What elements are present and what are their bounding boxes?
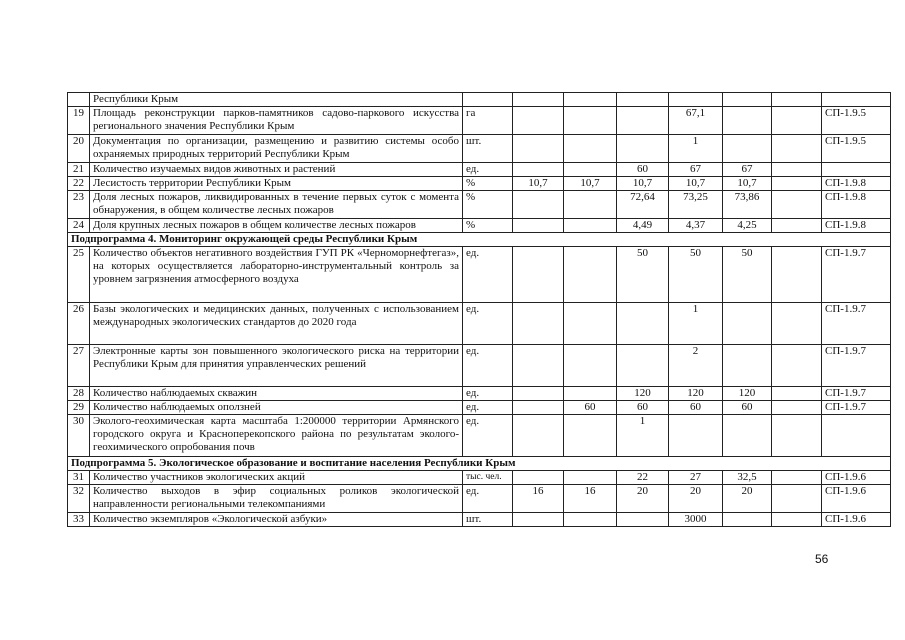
- value-cell: [617, 107, 669, 135]
- code-cell: [822, 415, 891, 457]
- code-cell: СП-1.9.7: [822, 345, 891, 387]
- value-cell: 67: [723, 163, 772, 177]
- unit-cell: %: [463, 219, 513, 233]
- value-cell: [513, 387, 564, 401]
- indicator-name: Электронные карты зон повышенного экологического риска на территории Республики Крым для принятия управленческих решений: [90, 345, 463, 387]
- table-row: [68, 247, 891, 303]
- value-cell: [723, 303, 772, 345]
- value-cell: [772, 219, 822, 233]
- unit-cell: ед.: [463, 387, 513, 401]
- value-cell: [617, 345, 669, 387]
- value-cell: 4,49: [617, 219, 669, 233]
- table-row: [68, 93, 891, 107]
- indicator-name: Доля лесных пожаров, ликвидированных в течение первых суток с момента обнаружения, в общем количестве лесных пожаров: [90, 191, 463, 219]
- code-cell: СП-1.9.7: [822, 387, 891, 401]
- section-title: Подпрограмма 4. Мониторинг окружающей среды Республики Крым: [68, 233, 891, 247]
- value-cell: 1: [669, 303, 723, 345]
- value-cell: 72,64: [617, 191, 669, 219]
- indicator-name: Количество объектов негативного воздействия ГУП РК «Черноморнефтегаз», на которых осуществляется лабораторно-инструментальный контроль за уровнем загрязнения атмосферного воздуха: [90, 247, 463, 303]
- code-cell: СП-1.9.8: [822, 219, 891, 233]
- value-cell: [772, 135, 822, 163]
- value-cell: [669, 93, 723, 107]
- value-cell: [723, 513, 772, 527]
- value-cell: 60: [617, 401, 669, 415]
- value-cell: [772, 415, 822, 457]
- value-cell: [617, 135, 669, 163]
- row-number: 27: [68, 345, 90, 387]
- indicator-name: Количество участников экологических акций: [90, 471, 463, 485]
- code-cell: СП-1.9.8: [822, 191, 891, 219]
- value-cell: [564, 219, 617, 233]
- value-cell: [564, 513, 617, 527]
- value-cell: 3000: [669, 513, 723, 527]
- value-cell: 10,7: [617, 177, 669, 191]
- row-number: 32: [68, 485, 90, 513]
- code-cell: СП-1.9.5: [822, 107, 891, 135]
- indicator-name: Количество наблюдаемых оползней: [90, 401, 463, 415]
- value-cell: [564, 303, 617, 345]
- unit-cell: ед.: [463, 401, 513, 415]
- table-row: [68, 345, 891, 387]
- value-cell: [772, 485, 822, 513]
- value-cell: 73,86: [723, 191, 772, 219]
- unit-cell: [463, 93, 513, 107]
- row-number: 25: [68, 247, 90, 303]
- indicator-name: Площадь реконструкции парков-памятников садово-паркового искусства регионального значения Республики Крым: [90, 107, 463, 135]
- value-cell: [772, 345, 822, 387]
- code-cell: [822, 93, 891, 107]
- code-cell: СП-1.9.7: [822, 303, 891, 345]
- value-cell: [723, 345, 772, 387]
- value-cell: [564, 163, 617, 177]
- row-number: 26: [68, 303, 90, 345]
- value-cell: 73,25: [669, 191, 723, 219]
- value-cell: 22: [617, 471, 669, 485]
- page-number: 56: [815, 552, 829, 566]
- value-cell: 27: [669, 471, 723, 485]
- value-cell: 10,7: [669, 177, 723, 191]
- value-cell: [513, 247, 564, 303]
- value-cell: [564, 135, 617, 163]
- unit-cell: га: [463, 107, 513, 135]
- value-cell: 16: [564, 485, 617, 513]
- value-cell: [513, 191, 564, 219]
- value-cell: 2: [669, 345, 723, 387]
- value-cell: 20: [723, 485, 772, 513]
- value-cell: 20: [617, 485, 669, 513]
- table-row: [68, 485, 891, 513]
- value-cell: 1: [617, 415, 669, 457]
- value-cell: 50: [669, 247, 723, 303]
- value-cell: [772, 513, 822, 527]
- value-cell: [723, 93, 772, 107]
- value-cell: 10,7: [723, 177, 772, 191]
- value-cell: [564, 93, 617, 107]
- value-cell: [513, 107, 564, 135]
- value-cell: 10,7: [513, 177, 564, 191]
- unit-cell: ед.: [463, 485, 513, 513]
- value-cell: [513, 513, 564, 527]
- row-number: 33: [68, 513, 90, 527]
- table-row: [68, 191, 891, 219]
- unit-cell: ед.: [463, 415, 513, 457]
- value-cell: [564, 247, 617, 303]
- value-cell: [564, 345, 617, 387]
- value-cell: 120: [723, 387, 772, 401]
- value-cell: [617, 303, 669, 345]
- value-cell: [723, 135, 772, 163]
- table-row: [68, 513, 891, 527]
- value-cell: [564, 471, 617, 485]
- value-cell: [513, 219, 564, 233]
- code-cell: СП-1.9.6: [822, 513, 891, 527]
- value-cell: [772, 177, 822, 191]
- code-cell: СП-1.9.7: [822, 401, 891, 415]
- value-cell: [513, 93, 564, 107]
- section-header-row: [68, 457, 891, 471]
- value-cell: [513, 303, 564, 345]
- indicator-name: Количество наблюдаемых скважин: [90, 387, 463, 401]
- row-number: 23: [68, 191, 90, 219]
- row-number: 22: [68, 177, 90, 191]
- value-cell: [617, 93, 669, 107]
- indicator-name: Количество выходов в эфир социальных роликов экологической направленности региональными телекомпаниями: [90, 485, 463, 513]
- value-cell: 60: [617, 163, 669, 177]
- value-cell: 67,1: [669, 107, 723, 135]
- row-number: 21: [68, 163, 90, 177]
- value-cell: [513, 163, 564, 177]
- table-row: [68, 177, 891, 191]
- unit-cell: ед.: [463, 303, 513, 345]
- value-cell: 10,7: [564, 177, 617, 191]
- value-cell: [564, 107, 617, 135]
- code-cell: СП-1.9.6: [822, 471, 891, 485]
- code-cell: СП-1.9.7: [822, 247, 891, 303]
- section-title: Подпрограмма 5. Экологическое образование и воспитание населения Республики Крым: [68, 457, 891, 471]
- row-number: [68, 93, 90, 107]
- row-number: 30: [68, 415, 90, 457]
- value-cell: [513, 471, 564, 485]
- indicator-name: Лесистость территории Республики Крым: [90, 177, 463, 191]
- code-cell: СП-1.9.5: [822, 135, 891, 163]
- row-number: 20: [68, 135, 90, 163]
- value-cell: 67: [669, 163, 723, 177]
- indicator-name: Доля крупных лесных пожаров в общем количестве лесных пожаров: [90, 219, 463, 233]
- table-row: [68, 471, 891, 485]
- value-cell: [772, 107, 822, 135]
- table-row: [68, 387, 891, 401]
- unit-cell: ед.: [463, 345, 513, 387]
- value-cell: 50: [723, 247, 772, 303]
- value-cell: [723, 415, 772, 457]
- value-cell: [772, 247, 822, 303]
- table-row: [68, 219, 891, 233]
- unit-cell: %: [463, 191, 513, 219]
- code-cell: СП-1.9.6: [822, 485, 891, 513]
- value-cell: [772, 93, 822, 107]
- indicator-name: Базы экологических и медицинских данных, полученных с использованием международных экологических стандартов до 2020 года: [90, 303, 463, 345]
- indicator-table: [67, 92, 891, 527]
- value-cell: 4,25: [723, 219, 772, 233]
- value-cell: [772, 401, 822, 415]
- value-cell: 120: [617, 387, 669, 401]
- value-cell: [513, 345, 564, 387]
- table-row: [68, 135, 891, 163]
- row-number: 24: [68, 219, 90, 233]
- indicator-name: Количество экземпляров «Экологической азбуки»: [90, 513, 463, 527]
- unit-cell: %: [463, 177, 513, 191]
- value-cell: 60: [723, 401, 772, 415]
- value-cell: [513, 415, 564, 457]
- indicator-name: Эколого-геохимическая карта масштаба 1:200000 территории Армянского городского округа и Красноперекопского района по результатам эколого-геохимического опробования почв: [90, 415, 463, 457]
- table-row: [68, 401, 891, 415]
- table-row: [68, 107, 891, 135]
- row-number: 29: [68, 401, 90, 415]
- unit-cell: тыс. чел.: [463, 471, 513, 485]
- table-body: [68, 93, 891, 527]
- unit-cell: шт.: [463, 513, 513, 527]
- value-cell: 4,37: [669, 219, 723, 233]
- indicator-name: Количество изучаемых видов животных и растений: [90, 163, 463, 177]
- value-cell: 50: [617, 247, 669, 303]
- value-cell: [772, 163, 822, 177]
- value-cell: [669, 415, 723, 457]
- unit-cell: шт.: [463, 135, 513, 163]
- value-cell: [513, 135, 564, 163]
- value-cell: [772, 471, 822, 485]
- table-row: [68, 163, 891, 177]
- value-cell: [513, 401, 564, 415]
- code-cell: СП-1.9.8: [822, 177, 891, 191]
- table-row: [68, 303, 891, 345]
- value-cell: [772, 303, 822, 345]
- row-number: 28: [68, 387, 90, 401]
- value-cell: 60: [669, 401, 723, 415]
- value-cell: [617, 513, 669, 527]
- unit-cell: ед.: [463, 163, 513, 177]
- value-cell: 32,5: [723, 471, 772, 485]
- value-cell: [564, 415, 617, 457]
- indicator-name: Документация по организации, размещению и развитию системы особо охраняемых природных территорий Республики Крым: [90, 135, 463, 163]
- unit-cell: ед.: [463, 247, 513, 303]
- row-number: 19: [68, 107, 90, 135]
- value-cell: 20: [669, 485, 723, 513]
- section-header-row: [68, 233, 891, 247]
- value-cell: 1: [669, 135, 723, 163]
- indicator-name: Республики Крым: [90, 93, 463, 107]
- value-cell: [772, 191, 822, 219]
- value-cell: [564, 191, 617, 219]
- value-cell: 60: [564, 401, 617, 415]
- table-row: [68, 415, 891, 457]
- row-number: 31: [68, 471, 90, 485]
- value-cell: 120: [669, 387, 723, 401]
- code-cell: [822, 163, 891, 177]
- value-cell: [723, 107, 772, 135]
- value-cell: [772, 387, 822, 401]
- value-cell: [564, 387, 617, 401]
- value-cell: 16: [513, 485, 564, 513]
